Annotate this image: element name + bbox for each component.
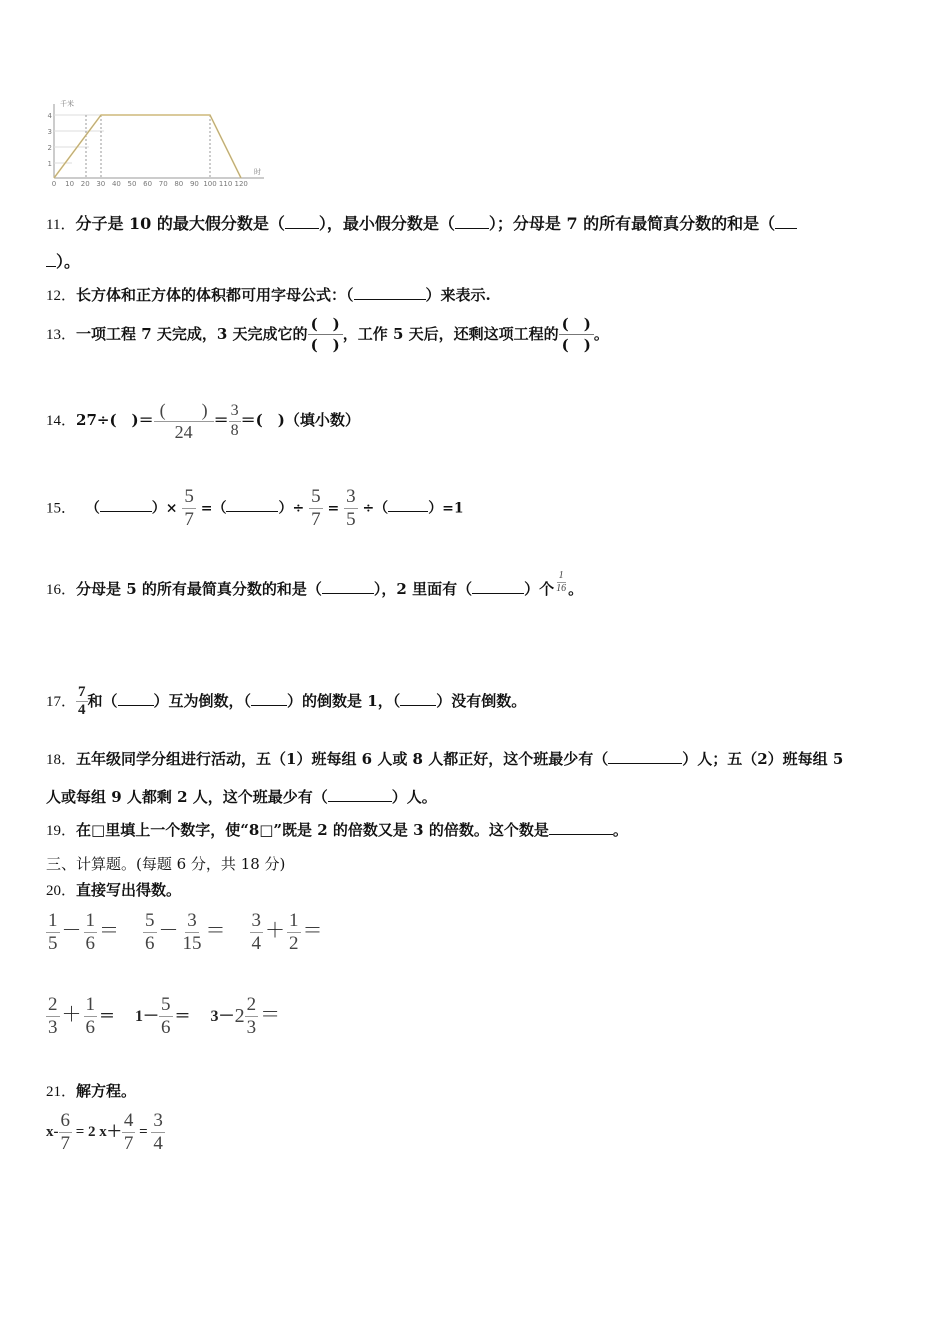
fraction: $\frac{5}{6}$ bbox=[145, 910, 155, 954]
fraction: $\frac{4}{7}$ bbox=[123, 1110, 134, 1154]
x-tick: 110 bbox=[218, 180, 233, 186]
answer-blank[interactable] bbox=[354, 298, 426, 300]
answer-blank[interactable] bbox=[608, 762, 682, 764]
fraction: $\frac{7}{4}$ bbox=[78, 684, 86, 719]
y-tick: 4 bbox=[47, 112, 52, 120]
x-tick: 60 bbox=[143, 180, 153, 186]
question-15: 15． （ ）× $\frac{5}{7}$ =（ ）÷ $\frac{5}{7}$ = $\frac{3}{5}$ ÷（ ）=1 bbox=[46, 486, 464, 530]
fraction-blank[interactable]: $\frac{( )}{24}$ bbox=[154, 400, 214, 442]
x-tick: 80 bbox=[174, 180, 184, 186]
y-tick: 1 bbox=[47, 160, 52, 168]
x-tick: 20 bbox=[80, 180, 90, 186]
section-3-heading: 三、计算题。(每题 6 分，共 18 分) bbox=[46, 855, 286, 873]
distance-time-graph bbox=[44, 98, 269, 186]
answer-blank[interactable] bbox=[472, 592, 524, 594]
answer-blank[interactable] bbox=[775, 227, 797, 229]
answer-blank[interactable] bbox=[400, 704, 436, 706]
question-11: 11．分子是 10 的最大假分数是（ ），最小假分数是（ ）；分母是 7 的所有最简真分数的和是（ bbox=[46, 211, 797, 234]
x-tick: 10 bbox=[65, 180, 75, 186]
y-tick: 3 bbox=[47, 128, 52, 136]
x-axis-label: 时 bbox=[254, 168, 261, 176]
answer-blank[interactable] bbox=[100, 510, 152, 512]
fraction: $\frac{1}{16}$ bbox=[556, 570, 567, 594]
x-tick: 30 bbox=[96, 180, 106, 186]
answer-blank[interactable] bbox=[251, 704, 287, 706]
answer-blank[interactable] bbox=[549, 833, 613, 835]
fraction: $\frac{5}{7}$ bbox=[311, 486, 321, 530]
fraction: $\frac{1}{6}$ bbox=[85, 910, 95, 954]
x-tick: 40 bbox=[111, 180, 121, 186]
question-21: 21．解方程。 bbox=[46, 1082, 137, 1100]
question-13: 13．一项工程 7 天完成，3 天完成它的 $\frac{( )}{( )}$ ，工作 5 天后，还剩这项工程的 $\frac{( )}{( )}$ 。 bbox=[46, 315, 609, 355]
fraction: $\frac{2}{3}$ bbox=[246, 994, 257, 1038]
calc-row-1: $\frac{1}{5}$ － $\frac{1}{6}$ ＝ $\frac{5}{6}$ － $\frac{3}{15}$ ＝ $\frac{3}{4}$ ＋ $\frac{1}{2}$ ＝ bbox=[48, 910, 323, 954]
x-tick: 90 bbox=[189, 180, 199, 186]
calc-row-2: $\frac{2}{3}$ ＋ $\frac{1}{6}$ ＝ 1－ $\frac{5}{6}$ ＝ 3－2 $\frac{2}{3}$ ＝ bbox=[48, 994, 281, 1038]
fraction: $\frac{1}{2}$ bbox=[289, 910, 299, 954]
y-tick: 2 bbox=[47, 144, 52, 152]
answer-blank[interactable] bbox=[46, 265, 56, 267]
fraction-blank[interactable]: $\frac{( )}{( )}$ bbox=[308, 314, 343, 356]
x-tick: 0 bbox=[51, 180, 57, 186]
question-16: 16．分母是 5 的所有最简真分数的和是（ ），2 里面有（ ）个 $\frac{1}{16}$ 。 bbox=[46, 570, 584, 598]
fraction: $\frac{1}{6}$ bbox=[85, 994, 95, 1038]
question-12: 12．长方体和正方体的体积都可用字母公式：（ ）来表示. bbox=[46, 286, 491, 304]
fraction: $\frac{6}{7}$ bbox=[60, 1110, 70, 1154]
fraction: $\frac{3}{8}$ bbox=[230, 402, 239, 439]
question-19: 19．在□里填上一个数字，使“8□”既是 2 的倍数又是 3 的倍数。这个数是 。 bbox=[46, 821, 628, 839]
question-17: 17． $\frac{7}{4}$ 和（ ）互为倒数，（ ）的倒数是 1，（ ）没有倒数。 bbox=[46, 684, 527, 719]
answer-blank[interactable] bbox=[328, 800, 392, 802]
equations-row: x- $\frac{6}{7}$ = 2 x＋ $\frac{4}{7}$ = $\frac{3}{4}$ bbox=[46, 1110, 163, 1154]
fraction: $\frac{2}{3}$ bbox=[48, 994, 58, 1038]
fraction: $\frac{5}{7}$ bbox=[184, 486, 194, 530]
answer-blank[interactable] bbox=[285, 227, 319, 229]
answer-blank[interactable] bbox=[118, 704, 154, 706]
answer-blank[interactable] bbox=[322, 592, 374, 594]
answer-blank[interactable] bbox=[388, 510, 428, 512]
question-18: 18．五年级同学分组进行活动，五（1）班每组 6 人或 8 人都正好，这个班最少有（ ）人；五（2）班每组 5 bbox=[46, 750, 844, 768]
fraction: $\frac{3}{5}$ bbox=[346, 486, 356, 530]
y-axis-label: 千米 bbox=[60, 100, 74, 108]
answer-blank[interactable] bbox=[226, 510, 278, 512]
fraction: $\frac{5}{6}$ bbox=[161, 994, 171, 1038]
question-20: 20．直接写出得数。 bbox=[46, 881, 182, 899]
x-tick: 50 bbox=[127, 180, 137, 186]
fraction: $\frac{3}{4}$ bbox=[153, 1110, 163, 1154]
x-tick: 120 bbox=[234, 180, 248, 186]
question-14: 14．27÷( )＝ $\frac{( )}{24}$ ＝ $\frac{3}{8}$ ＝( )（填小数） bbox=[46, 400, 360, 442]
question-18-cont: 人或每组 9 人都剩 2 人，这个班最少有（ ）人。 bbox=[46, 788, 437, 806]
fraction: $\frac{3}{4}$ bbox=[251, 910, 261, 954]
fraction: $\frac{1}{5}$ bbox=[48, 910, 58, 954]
question-11-cont: ）。 bbox=[46, 249, 80, 272]
answer-blank[interactable] bbox=[455, 227, 489, 229]
fraction: $\frac{3}{15}$ bbox=[182, 910, 202, 954]
fraction-blank[interactable]: $\frac{( )}{( )}$ bbox=[559, 314, 594, 356]
x-tick: 70 bbox=[158, 180, 168, 186]
x-tick: 100 bbox=[203, 180, 217, 186]
